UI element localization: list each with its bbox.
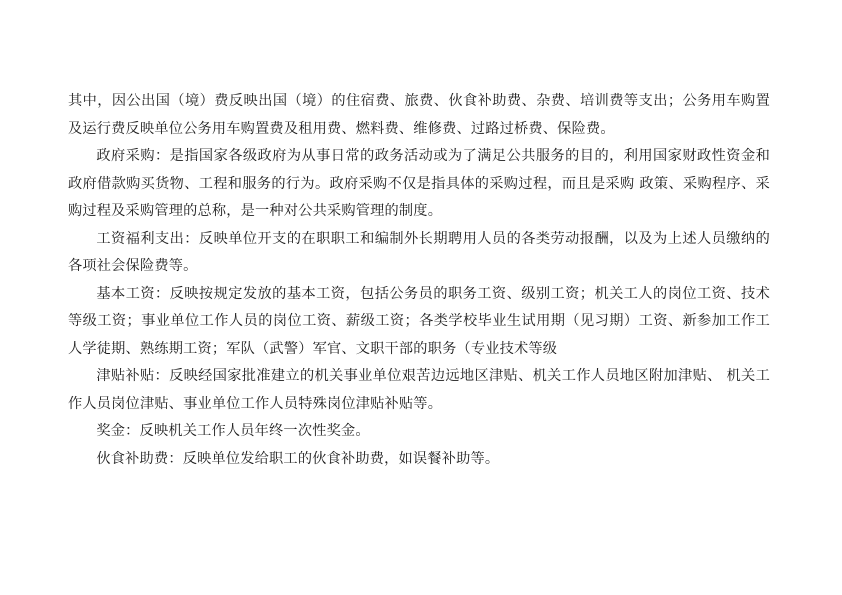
paragraph: 政府采购：是指国家各级政府为从事日常的政务活动或为了满足公共服务的目的，利用国家财政性资金和政府借款购买货物、工程和服务的行为。政府采购不仅是指具体的采购过程，而且是采购 政策、采购程序、采购过程及采购管理的总称，是一种对公共采购管理的制度。 xyxy=(68,148,770,219)
document-body xyxy=(68,88,770,473)
paragraph: 其中，因公出国（境）费反映出国（境）的住宿费、旅费、伙食补助费、杂费、培训费等支出；公务用车购置及运行费反映单位公务用车购置费及租用费、燃料费、维修费、过路过桥费、保险费。 xyxy=(68,93,770,137)
paragraph: 工资福利支出：反映单位开支的在职职工和编制外长期聘用人员的各类劳动报酬，以及为上述人员缴纳的各项社会保险费等。 xyxy=(68,230,770,274)
paragraph: 基本工资：反映按规定发放的基本工资，包括公务员的职务工资、级别工资；机关工人的岗位工资、技术等级工资；事业单位工作人员的岗位工资、薪级工资；各类学校毕业生试用期（见习期）工资、新参加工作工人学徒期、熟练期工资；军队（武警）军官、文职干部的职务（专业技术等级 xyxy=(68,285,770,357)
paragraph: 伙食补助费：反映单位发给职工的伙食补助费，如误餐补助等。 xyxy=(96,450,500,467)
paragraph: 奖金：反映机关工作人员年终一次性奖金。 xyxy=(96,423,370,439)
paragraph: 津贴补贴：反映经国家批准建立的机关事业单位艰苦边远地区津贴、机关工作人员地区附加津贴、 机关工作人员岗位津贴、事业单位工作人员特殊岗位津贴补贴等。 xyxy=(68,368,770,412)
